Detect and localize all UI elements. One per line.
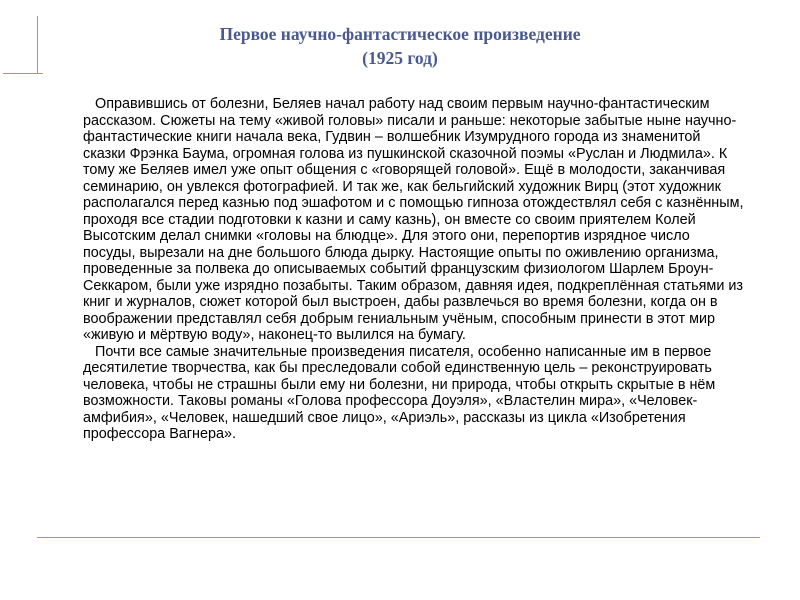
decorative-bottom-line xyxy=(37,537,760,538)
title-line-2: (1925 год) xyxy=(362,48,438,68)
decorative-top-line xyxy=(3,73,43,74)
slide-body xyxy=(83,96,745,443)
paragraph-2: Почти все самые значительные произведения писателя, особенно написанные им в первое десятилетие творчества, как бы преследовали собой единственную цель – реконструировать человека, чтобы не страшны были ему ни болезни, ни природа, чтобы открыть скрытые в нём возможности. Таковы романы «Голова профессора Доуэля», «Властелин мира», «Человек-амфибия», «Человек, нашедший свое лицо», «Ариэль», рассказы из цикла «Изобретения профессора Вагнера». xyxy=(83,343,716,442)
paragraph-1: Оправившись от болезни, Беляев начал работу над своим первым научно-фантастическим рассказом. Сюжеты на тему «живой головы» писали и раньше: некоторые забытые ныне научно-фантастические книги начала века, Гудвин – волшебник Изумрудного города из знаменитой сказки Фрэнка Баума, огромная голова из пушкинской сказочной поэмы «Руслан и Людмила». К тому же Беляев имел уже опыт общения с «говорящей головой». Ещё в молодости, заканчивая семинарию, он увлекся фотографией. И так же, как бельгийский художник Вирц (этот художник располагался перед казнью под эшафотом и с помощью гипноза отождествлял себя с казнённым, проходя все стадии подготовки к казни и саму казнь), он вместе со своим приятелем Колей Высотским делал снимки «головы на блюдце». Для этого они, перепортив изрядное число посуды, вырезали на дне большого блюда дырку. Настоящие опыты по оживлению организма, проведенные за полвека до описываемых событий французским физиологом Шарлем Броун-Секкаром, были уже изрядно позабыты. Таким образом, давняя идея, подкреплённая статьями из книг и журналов, сюжет которой был выстроен, дабы развлечься во время болезни, когда он в воображении представлял себя добрым гениальным учёным, способным принести в этот мир «живую и мёртвую воду», наконец-то вылился на бумагу. xyxy=(83,96,744,343)
decorative-vertical-line xyxy=(37,16,38,74)
slide-title xyxy=(40,22,760,70)
title-line-1: Первое научно-фантастическое произведение xyxy=(219,24,581,44)
